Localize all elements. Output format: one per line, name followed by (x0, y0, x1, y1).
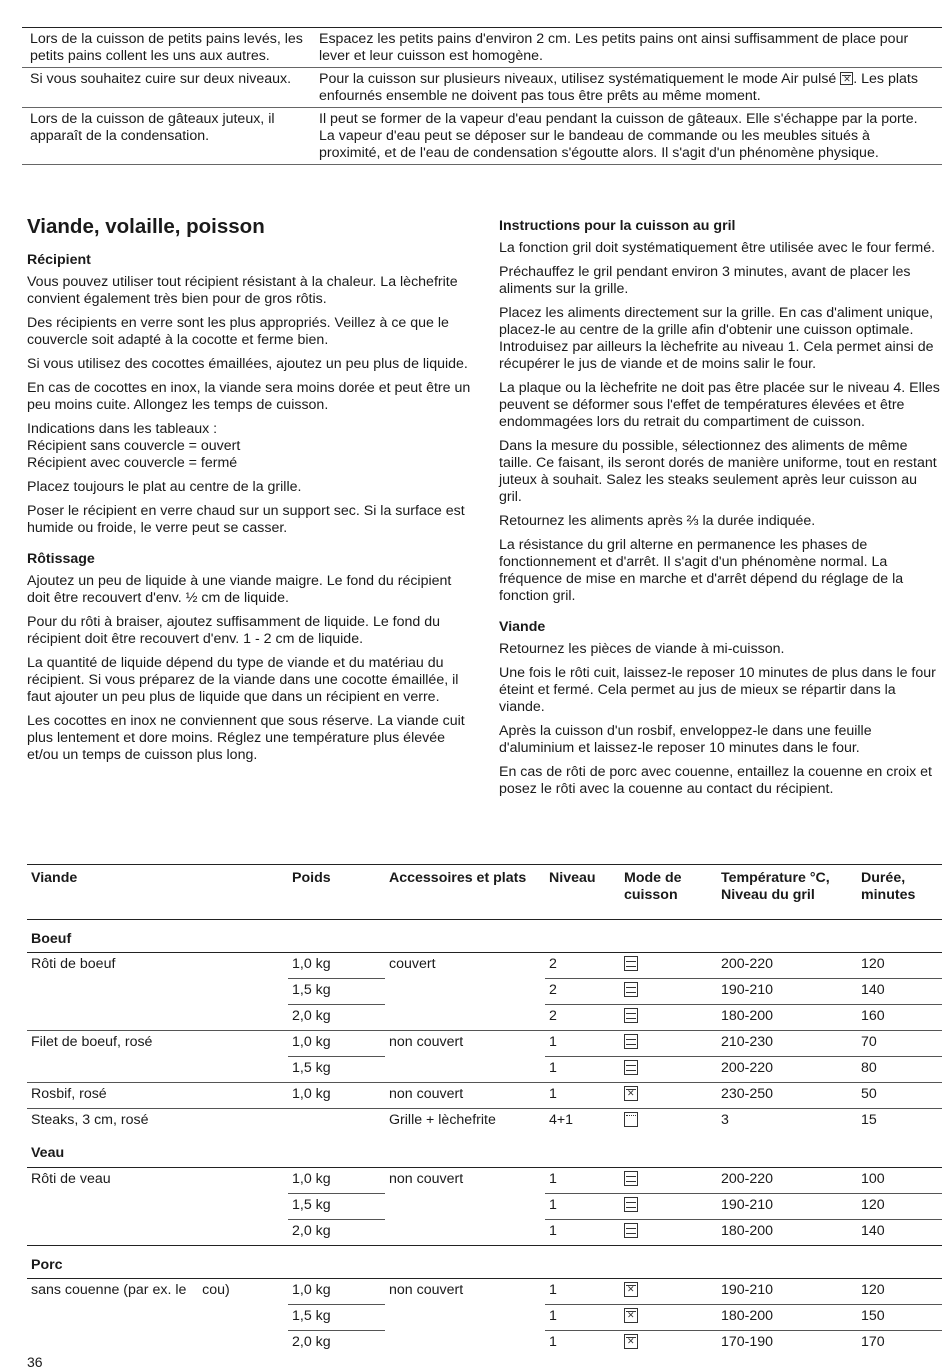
cell-temperature: 190-210 (717, 1193, 857, 1219)
cell-name (27, 979, 288, 1005)
cell-mode (620, 1057, 717, 1083)
cell-name: Rosbif, rosé (27, 1083, 288, 1109)
cell-accessory (385, 1057, 545, 1083)
group-row (27, 1134, 942, 1167)
cell-level: 4+1 (549, 1112, 574, 1128)
cell-name (27, 1193, 288, 1219)
cell-temperature: 230-250 (717, 1083, 857, 1109)
tip-problem: Si vous souhaitez cuire sur deux niveaux. (22, 68, 311, 108)
cell-weight: 1,0 kg (288, 953, 385, 979)
paragraph: Les cocottes en inox ne conviennent que sous réserve. La viande cuit plus lentement et dore moins. Réglez une température plus élevée et/ou un temps de cuisson plus long. (27, 713, 465, 763)
paragraph: En cas de rôti de porc avec couenne, entaillez la couenne en croix et posez le rôti avec la couenne au contact du récipient. (499, 764, 932, 797)
cell-mode (620, 1193, 717, 1219)
conventional-heat-icon (624, 1060, 638, 1075)
cell-duration: 80 (857, 1057, 942, 1083)
cell-accessory (385, 1193, 545, 1219)
cell-temperature: 200-220 (717, 1057, 857, 1083)
paragraph: En cas de cocottes en inox, la viande sera moins dorée et peut être un peu moins cuite. Allongez les temps de cuisson. (27, 380, 471, 413)
cell-duration: 120 (857, 1193, 942, 1219)
cell-temperature: 190-210 (717, 1278, 857, 1304)
table-row (22, 28, 942, 68)
cell-weight: 1,5 kg (288, 1057, 385, 1083)
paragraph: Placez les aliments directement sur la grille. En cas d'aliment unique, placez-le au centre de la grille afin d'obtenir une cuisson optimale. Introduisez par ailleurs la lèchefrite au niveau 1. Cela permet ainsi de récupérer le jus de viande et de moins salir le four. (499, 305, 934, 372)
cell-duration: 100 (857, 1167, 942, 1193)
cell-level: 1 (545, 1304, 620, 1330)
cell-duration: 120 (857, 1278, 942, 1304)
cell-accessory: non couvert (389, 1281, 464, 1298)
cell-level: 1 (545, 1193, 620, 1219)
page-number: 36 (27, 1354, 43, 1370)
fan-oven-icon (624, 1308, 638, 1323)
table-row (27, 1109, 942, 1135)
group-label: Boeuf (27, 920, 942, 953)
tip-problem: Lors de la cuisson de petits pains levés, les petits pains collent les uns aux autres. (22, 28, 311, 68)
paragraph: Vous pouvez utiliser tout récipient résistant à la chaleur. La lèchefrite convient également très bien pour de gros rôtis. (27, 274, 458, 307)
cell-temperature: 190-210 (717, 979, 857, 1005)
paragraph: Retournez les aliments après ⅔ la durée indiquée. (499, 513, 816, 529)
tip-problem: Lors de la cuisson de gâteaux juteux, il apparaît de la condensation. (22, 108, 311, 165)
conventional-heat-icon (624, 956, 638, 971)
section-title: Viande, volaille, poisson (27, 215, 265, 238)
group-label: Veau (27, 1134, 942, 1167)
cell-name (27, 1057, 288, 1083)
cell-weight: 1,5 kg (288, 979, 385, 1005)
cell-weight: 1,5 kg (288, 1193, 385, 1219)
tip-solution-part: Pour la cuisson sur plusieurs niveaux, utilisez systématiquement le mode Air pulsé (319, 71, 837, 87)
cell-temperature: 170-190 (721, 1333, 774, 1350)
cell-duration: 160 (857, 1005, 942, 1031)
paragraph: Poser le récipient en verre chaud sur un support sec. Si la surface est humide ou froide, le verre peut se casser. (27, 503, 465, 536)
indications-line: Récipient avec couvercle = fermé (27, 455, 238, 471)
cell-name: Rôti de boeuf (31, 956, 116, 972)
tip-solution: Espacez les petits pains d'environ 2 cm. Les petits pains ont ainsi suffisamment de place pour lever et leur cuisson est homogène. (311, 28, 942, 68)
paragraph: La plaque ou la lèchefrite ne doit pas être placée sur le niveau 4. Elles peuvent se déformer sous l'effet de températures élevées et être endommagées lors du retrait du compartiment de cuisson. (499, 380, 940, 430)
group-row (27, 920, 942, 953)
table-row (27, 1031, 942, 1057)
cell-temperature: 3 (721, 1112, 729, 1128)
cell-accessory (385, 1304, 545, 1330)
cell-duration: 120 (857, 953, 942, 979)
cell-level: 2 (545, 1005, 620, 1031)
col-header-duree: Durée, minutes (857, 865, 942, 920)
cell-temperature: 200-220 (717, 953, 857, 979)
cell-level: 1 (545, 1083, 620, 1109)
paragraph: Placez toujours le plat au centre de la grille. (27, 479, 302, 495)
table-row (27, 1193, 942, 1219)
paragraph: Après la cuisson d'un rosbif, enveloppez-le dans une feuille d'aluminium et laissez-le reposer 10 minutes dans le four. (499, 723, 872, 756)
cell-duration: 140 (857, 979, 942, 1005)
paragraph: La résistance du gril alterne en permanence les phases de fonctionnement et d'arrêt. Il s'agit d'un phénomène normal. La fréquence de mise en marche et d'arrêt dépend du réglage de la fonction gril. (499, 537, 904, 604)
cell-weight: 2,0 kg (288, 1005, 385, 1031)
table-row (22, 108, 942, 165)
cell-weight (288, 1109, 385, 1135)
cell-mode (620, 1219, 717, 1245)
cell-accessory: non couvert (389, 1034, 464, 1050)
table-header-row (27, 865, 942, 920)
fan-oven-icon (840, 72, 853, 85)
cell-level: 1 (545, 1057, 620, 1083)
cell-level: 2 (545, 953, 620, 979)
table-row (27, 1057, 942, 1083)
paragraph: Si vous utilisez des cocottes émaillées, ajoutez un peu plus de liquide. (27, 356, 468, 372)
indications-line: Indications dans les tableaux : (27, 421, 218, 437)
cell-weight: 1,0 kg (288, 1083, 385, 1109)
viande-heading: Viande (499, 619, 546, 635)
cell-weight: 2,0 kg (292, 1333, 331, 1350)
table-row (27, 1278, 942, 1304)
cell-weight: 1,0 kg (288, 1167, 385, 1193)
table-row (27, 979, 942, 1005)
gril-heading: Instructions pour la cuisson au gril (499, 218, 736, 234)
table-row (27, 1167, 942, 1193)
cell-mode (620, 953, 717, 979)
group-label: Porc (27, 1245, 942, 1278)
cell-accessory: Grille + lèchefrite (389, 1112, 496, 1128)
cell-name (27, 1304, 288, 1330)
paragraph: Préchauffez le gril pendant environ 3 minutes, avant de placer les aliments sur la grille. (499, 264, 911, 297)
cell-name: Rôti de veau (31, 1170, 111, 1187)
col-header-mode: Mode de cuisson (620, 865, 717, 920)
cell-duration: 170 (861, 1333, 885, 1350)
cell-mode (620, 979, 717, 1005)
recipient-heading: Récipient (27, 252, 91, 268)
right-column (499, 214, 943, 805)
tip-solution: Il peut se former de la vapeur d'eau pendant la cuisson de gâteaux. Elle s'échappe par la porte. La vapeur d'eau peut se déposer sur le bandeau de commande ou les meubles situés à proximité, et de l'eau de condensation s'égoutte alors. Il s'agit d'un phénomène physique. (311, 108, 942, 165)
conventional-heat-icon (624, 982, 638, 997)
cell-mode (620, 1330, 717, 1356)
cell-level: 1 (545, 1278, 620, 1304)
cell-name: sans couenne (par ex. le cou) (31, 1281, 230, 1298)
cell-level: 1 (549, 1222, 557, 1239)
grill-icon (624, 1112, 638, 1127)
cell-accessory: non couvert (389, 1170, 464, 1187)
cell-name (27, 1330, 288, 1356)
conventional-heat-icon (624, 1197, 638, 1212)
table-row (27, 1083, 942, 1109)
cell-level: 1 (545, 1031, 620, 1057)
cell-level: 1 (545, 1167, 620, 1193)
cell-duration: 50 (857, 1083, 942, 1109)
cell-temperature: 200-220 (717, 1167, 857, 1193)
cell-temperature: 180-200 (721, 1222, 774, 1239)
cell-accessory: non couvert (385, 1083, 545, 1109)
cell-name (27, 1005, 288, 1031)
paragraph: Des récipients en verre sont les plus appropriés. Veillez à ce que le couvercle soit adapté à la cocotte et ferme bien. (27, 315, 449, 348)
cell-name: Steaks, 3 cm, rosé (31, 1112, 149, 1128)
cell-duration: 15 (861, 1112, 877, 1128)
paragraph: Pour du rôti à braiser, ajoutez suffisamment de liquide. Le fond du récipient doit être recouvert d'env. 1 - 2 cm de liquide. (27, 614, 441, 647)
cell-mode (620, 1304, 717, 1330)
cell-temperature: 180-200 (717, 1304, 857, 1330)
conventional-heat-icon (624, 1034, 638, 1049)
cell-temperature: 210-230 (717, 1031, 857, 1057)
table-row (27, 1005, 942, 1031)
cell-mode (620, 1167, 717, 1193)
conventional-heat-icon (624, 1171, 638, 1186)
paragraph: Retournez les pièces de viande à mi-cuisson. (499, 641, 785, 657)
conventional-heat-icon (624, 1008, 638, 1023)
col-header-viande: Viande (27, 865, 288, 920)
cell-accessory (385, 1219, 545, 1245)
table-indications (27, 421, 472, 472)
tip-solution (311, 68, 942, 108)
fan-oven-icon (624, 1282, 638, 1297)
indications-line: Récipient sans couvercle = ouvert (27, 438, 241, 454)
left-column (27, 214, 472, 771)
cell-weight: 1,0 kg (288, 1278, 385, 1304)
tip-solution-part: . Les plats enfournés ensemble ne doivent pas tous être prêts au même moment. (319, 71, 918, 104)
tips-table (22, 27, 942, 165)
cell-duration: 150 (857, 1304, 942, 1330)
cell-level: 1 (549, 1333, 557, 1350)
paragraph: Une fois le rôti cuit, laissez-le reposer 10 minutes de plus dans le four éteint et fermé. Cela permet au jus de mieux se répartir dans la viande. (499, 665, 936, 715)
table-row (27, 953, 942, 979)
conventional-heat-icon (624, 1223, 638, 1238)
table-row (27, 1304, 942, 1330)
col-header-niveau: Niveau (545, 865, 620, 920)
cell-weight: 2,0 kg (292, 1222, 331, 1239)
col-header-accessoires: Accessoires et plats (385, 865, 545, 920)
col-header-poids: Poids (288, 865, 385, 920)
cell-level: 2 (545, 979, 620, 1005)
table-row (27, 1330, 942, 1356)
cell-accessory (385, 979, 545, 1005)
table-row (22, 68, 942, 108)
cell-weight: 1,0 kg (288, 1031, 385, 1057)
cell-duration: 70 (857, 1031, 942, 1057)
cell-accessory: couvert (389, 956, 436, 972)
cell-accessory (385, 1330, 545, 1356)
cell-temperature: 180-200 (717, 1005, 857, 1031)
fan-oven-icon (624, 1334, 638, 1349)
cell-name: Filet de boeuf, rosé (31, 1034, 153, 1050)
cell-name (27, 1219, 288, 1245)
cooking-table (27, 864, 942, 1356)
table-row (27, 1219, 942, 1245)
paragraph: Dans la mesure du possible, sélectionnez des aliments de même taille. Ce faisant, ils seront dorés de manière uniforme, tout en restant juteux à souhait. Salez les steaks seulement après leur cuisson au gril. (499, 438, 937, 505)
cell-mode (620, 1278, 717, 1304)
col-header-temperature: Température °C, Niveau du gril (717, 865, 857, 920)
rotissage-heading: Rôtissage (27, 551, 95, 567)
paragraph: La fonction gril doit systématiquement être utilisée avec le four fermé. (499, 240, 936, 256)
paragraph: La quantité de liquide dépend du type de viande et du matériau du récipient. Si vous préparez de la viande dans une cocotte émaillée, il faut ajouter un peu plus de liquide que dans un récipient en verre. (27, 655, 459, 705)
group-row (27, 1245, 942, 1278)
paragraph: Ajoutez un peu de liquide à une viande maigre. Le fond du récipient doit être recouvert d'env. ½ cm de liquide. (27, 573, 452, 606)
fan-oven-icon (624, 1086, 638, 1101)
cell-accessory (385, 1005, 545, 1031)
cell-weight: 1,5 kg (288, 1304, 385, 1330)
cell-mode (620, 1005, 717, 1031)
cell-mode (620, 1083, 717, 1109)
cell-duration: 140 (861, 1222, 885, 1239)
cell-mode (620, 1031, 717, 1057)
cell-mode (620, 1109, 717, 1135)
